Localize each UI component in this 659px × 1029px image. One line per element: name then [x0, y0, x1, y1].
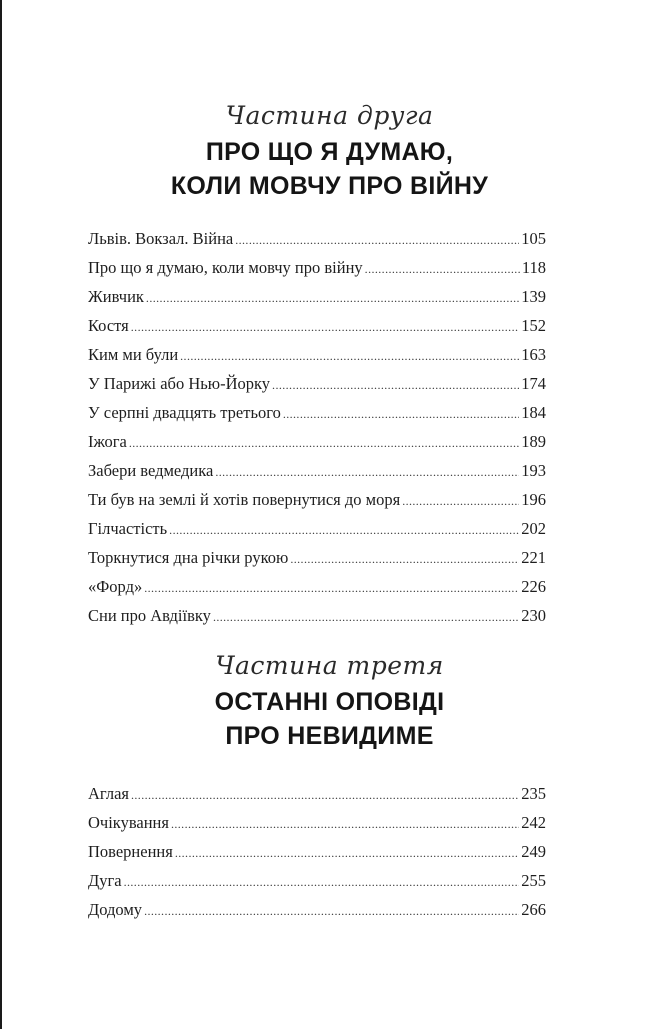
toc-leader-dots [131, 320, 519, 335]
toc-leader-dots [171, 817, 519, 832]
toc-leader-dots [131, 788, 519, 803]
toc-entry-title: Львів. Вокзал. Війна [88, 229, 234, 248]
part-two-toc [88, 229, 546, 635]
toc-entry-page: 184 [521, 403, 546, 422]
toc-entry-page: 174 [521, 374, 546, 393]
part-three-toc [88, 784, 546, 929]
toc-leader-dots [169, 523, 519, 538]
toc-entry-page: 196 [521, 490, 546, 509]
toc-entry[interactable] [88, 432, 546, 461]
toc-leader-dots [124, 875, 520, 890]
toc-entry[interactable] [88, 287, 546, 316]
part-two-title [0, 135, 659, 203]
toc-entry-page: 163 [521, 345, 546, 364]
toc-entry[interactable] [88, 229, 546, 258]
toc-entry-page: 230 [521, 606, 546, 625]
part-two-title-line1: ПРО ЩО Я ДУМАЮ, [205, 138, 454, 166]
toc-entry[interactable] [88, 871, 546, 900]
toc-leader-dots [235, 233, 519, 248]
toc-entry-page: 249 [521, 842, 546, 861]
toc-leader-dots [180, 349, 519, 364]
toc-entry[interactable] [88, 461, 546, 490]
toc-leader-dots [129, 436, 519, 451]
toc-entry-title: Ти був на землі й хотів повернутися до моря [88, 490, 401, 509]
toc-entry-page: 139 [521, 287, 546, 306]
toc-entry[interactable] [88, 784, 546, 813]
toc-leader-dots [283, 407, 519, 422]
toc-entry-title: Іжога [88, 432, 127, 451]
part-two-heading [0, 101, 659, 203]
toc-entry-page: 193 [521, 461, 546, 480]
toc-leader-dots [175, 846, 519, 861]
toc-leader-dots [146, 291, 519, 306]
toc-entry-page: 221 [521, 548, 546, 567]
part-three-title-line2: ПРО НЕВИДИМЕ [225, 722, 434, 750]
toc-leader-dots [213, 610, 519, 625]
part-three-title [0, 685, 659, 753]
toc-entry-title: Про що я думаю, коли мовчу про війну [88, 258, 363, 277]
toc-entry-title: Аглая [88, 784, 129, 803]
toc-leader-dots [290, 552, 519, 567]
toc-entry-title: Повернення [88, 842, 173, 861]
toc-entry-title: Очікування [88, 813, 169, 832]
toc-leader-dots [402, 494, 519, 509]
toc-entry-page: 105 [521, 229, 546, 248]
toc-entry[interactable] [88, 519, 546, 548]
toc-entry-title: У серпні двадцять третього [88, 403, 281, 422]
toc-entry-page: 266 [521, 900, 546, 919]
toc-entry-title: У Парижі або Нью-Йорку [88, 374, 271, 393]
toc-entry[interactable] [88, 490, 546, 519]
toc-leader-dots [144, 904, 519, 919]
toc-entry-page: 152 [521, 316, 546, 335]
toc-entry-page: 242 [521, 813, 546, 832]
toc-entry-title: Сни про Авдіївку [88, 606, 211, 625]
toc-entry[interactable] [88, 606, 546, 635]
toc-leader-dots [144, 581, 519, 596]
toc-entry-title: Живчик [88, 287, 144, 306]
toc-entry-page: 189 [521, 432, 546, 451]
toc-entry[interactable] [88, 900, 546, 929]
toc-entry[interactable] [88, 577, 546, 606]
toc-entry[interactable] [88, 813, 546, 842]
toc-entry-title: Костя [88, 316, 129, 335]
part-two-title-line2: КОЛИ МОВЧУ ПРО ВІЙНУ [170, 172, 489, 200]
toc-entry-title: Торкнутися дна річки рукою [88, 548, 289, 567]
part-two-label: Частина друга [225, 101, 434, 130]
toc-entry-title: «Форд» [88, 577, 143, 596]
toc-entry-title: Ким ми були [88, 345, 179, 364]
part-three-label: Частина третя [215, 651, 444, 680]
toc-entry[interactable] [88, 842, 546, 871]
toc-entry-page: 202 [521, 519, 546, 538]
toc-entry-title: Забери ведмедика [88, 461, 214, 480]
part-three-title-line1: ОСТАННІ ОПОВІДІ [214, 688, 445, 716]
toc-entry[interactable] [88, 258, 546, 287]
toc-entry-page: 226 [521, 577, 546, 596]
toc-entry-page: 255 [521, 871, 546, 890]
toc-entry[interactable] [88, 316, 546, 345]
toc-leader-dots [215, 465, 519, 480]
toc-leader-dots [272, 378, 519, 393]
toc-leader-dots [365, 262, 520, 277]
toc-entry-page: 118 [521, 258, 546, 277]
part-three-heading [0, 651, 659, 753]
toc-entry-page: 235 [521, 784, 546, 803]
toc-entry[interactable] [88, 403, 546, 432]
toc-entry[interactable] [88, 548, 546, 577]
toc-entry-title: Гілчастість [88, 519, 168, 538]
toc-entry[interactable] [88, 345, 546, 374]
toc-entry-title: Додому [88, 900, 143, 919]
toc-entry-title: Дуга [88, 871, 122, 890]
toc-entry[interactable] [88, 374, 546, 403]
